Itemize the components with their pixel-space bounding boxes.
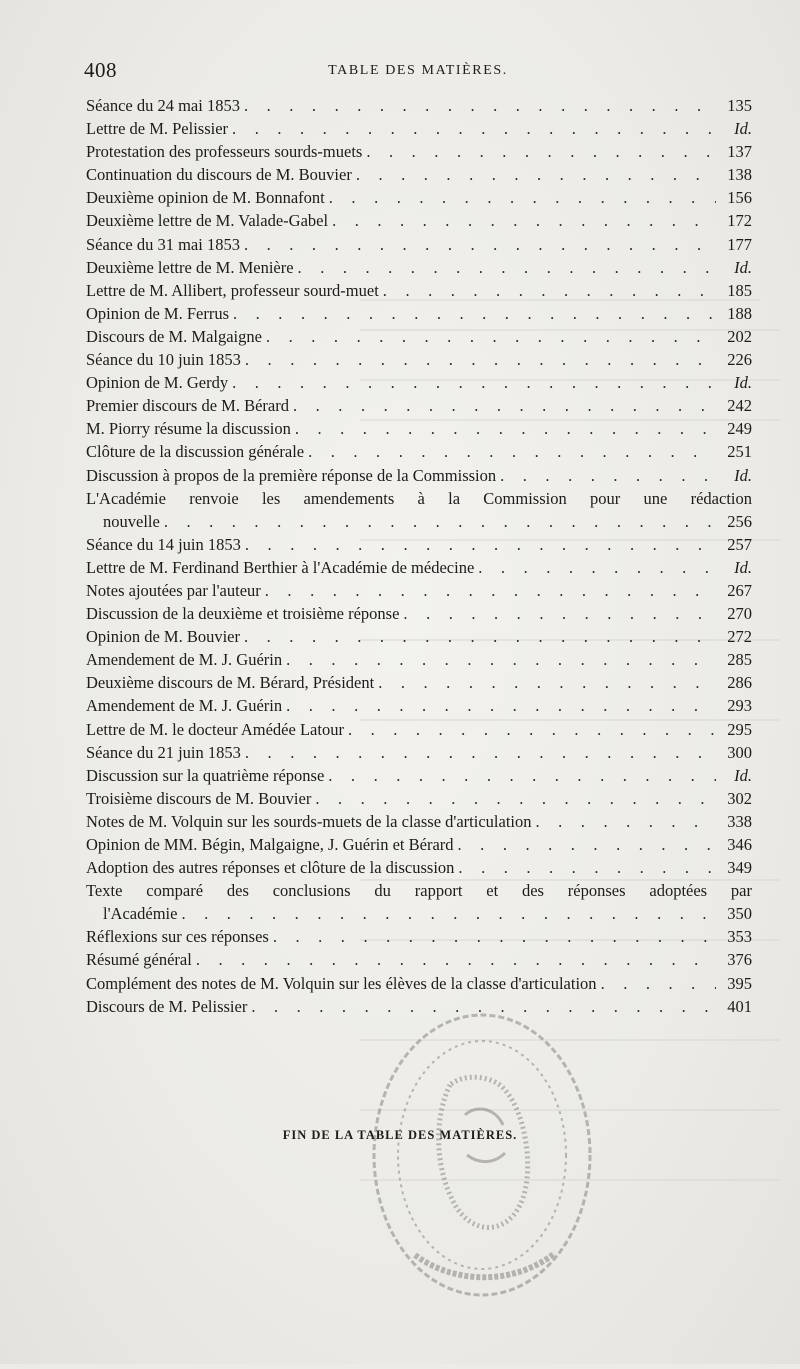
toc-entry-page: 350 [727, 904, 752, 924]
toc-entry-page: 256 [727, 511, 752, 531]
toc-entry [86, 879, 752, 925]
toc-entry-page: 257 [727, 534, 752, 554]
toc-entry-title: Notes ajoutées par l'auteur [86, 580, 261, 600]
toc-entry-page: Id. [734, 373, 752, 393]
page-number: 408 [84, 58, 117, 82]
toc-entry [86, 787, 752, 810]
toc-entry-title: Complément des notes de M. Volquin sur les élèves de la classe d'articulation [86, 973, 597, 993]
dot-leader [308, 440, 716, 463]
toc-entry [86, 487, 752, 533]
toc-entry-title: Protestation des professeurs sourds-muets [86, 142, 363, 162]
toc-entry-page: 185 [727, 280, 752, 300]
dot-leader [383, 279, 716, 302]
toc-entry-page: 137 [727, 142, 752, 162]
toc-entry-title: Continuation du discours de M. Bouvier [86, 165, 352, 185]
toc-entry-title: Séance du 31 mai 1853 [86, 234, 240, 254]
toc-entry-title: Deuxième opinion de M. Bonnafont [86, 188, 325, 208]
dot-leader [181, 902, 716, 925]
dot-leader [348, 718, 716, 741]
toc-entry-page: 156 [727, 188, 752, 208]
toc-entry [86, 140, 752, 163]
toc-entry-title: Deuxième lettre de M. Menière [86, 257, 294, 277]
dot-leader [332, 209, 716, 232]
toc-entry [86, 371, 752, 394]
toc-entry [86, 579, 752, 602]
toc-entry [86, 117, 752, 140]
dot-leader [273, 925, 716, 948]
dot-leader [458, 833, 716, 856]
toc-entry-page: 302 [727, 788, 752, 808]
toc-entry-page: 172 [727, 211, 752, 231]
toc-entry-title: Séance du 21 juin 1853 [86, 742, 241, 762]
dot-leader [232, 371, 716, 394]
toc-entry-title: Lettre de M. Allibert, professeur sourd-muet [86, 280, 379, 300]
dot-leader [233, 302, 716, 325]
dot-leader [329, 186, 716, 209]
page-header [84, 58, 752, 86]
dot-leader [500, 464, 716, 487]
dot-leader [164, 510, 716, 533]
dot-leader [601, 972, 716, 995]
toc-entry-title: Résumé général [86, 950, 192, 970]
toc-entry-title: Lettre de M. Ferdinand Berthier à l'Académie de médecine [86, 557, 475, 577]
toc-entry-page: 349 [727, 858, 752, 878]
toc-entry-page: 251 [727, 442, 752, 462]
toc-entry-page: 267 [727, 580, 752, 600]
toc-entry-title: Deuxième discours de M. Bérard, Président [86, 673, 375, 693]
toc-entry [86, 925, 752, 948]
running-title: TABLE DES MATIÈRES. [328, 63, 508, 78]
toc-entry [86, 833, 752, 856]
toc-entry-title: Réflexions sur ces réponses [86, 927, 269, 947]
toc-entry-page: 293 [727, 696, 752, 716]
dot-leader [196, 948, 716, 971]
toc-entry [86, 94, 752, 117]
toc-entry-page: 270 [727, 604, 752, 624]
toc-entry-title: Discussion à propos de la première réponse de la Commission [86, 465, 497, 485]
toc-entry [86, 856, 752, 879]
toc-entry-page: Id. [734, 465, 752, 485]
toc-entry-page: 135 [727, 96, 752, 115]
dot-leader [245, 348, 716, 371]
toc-entry-title: M. Piorry résume la discussion [86, 419, 291, 439]
toc-entry-title: Premier discours de M. Bérard [86, 396, 289, 416]
toc-entry-title: l'Académie [103, 904, 178, 924]
toc-entry [86, 256, 752, 279]
toc-entry [86, 694, 752, 717]
dot-leader [315, 787, 716, 810]
toc-entry-page: 376 [727, 950, 752, 970]
toc-entry-page: 285 [727, 650, 752, 670]
toc-entry-title: Amendement de M. J. Guérin [86, 696, 283, 716]
dot-leader [366, 140, 716, 163]
toc-entry-title: Séance du 14 juin 1853 [86, 534, 241, 554]
toc-entry-title-line: L'Académie renvoie les amendements à la Commission pour une rédaction [86, 488, 752, 508]
dot-leader [244, 94, 716, 117]
toc-entry [86, 233, 752, 256]
toc-entry-page: 226 [727, 350, 752, 370]
dot-leader [478, 556, 716, 579]
toc-entry-title: Discours de M. Malgaigne [86, 326, 262, 346]
toc-entry-title: Discussion sur la quatrième réponse [86, 765, 325, 785]
dot-leader [266, 325, 716, 348]
toc-entry [86, 556, 752, 579]
toc-entry [86, 948, 752, 971]
end-of-table-caption: FIN DE LA TABLE DES MATIÈRES. [282, 1128, 518, 1142]
toc-entry-title: Lettre de M. Pelissier [86, 119, 229, 139]
toc-entry-page: Id. [734, 119, 752, 139]
toc-entry [86, 394, 752, 417]
toc-entry-page: 346 [727, 835, 752, 854]
toc-entry-title: Troisième discours de M. Bouvier [86, 788, 312, 808]
toc-entry [86, 302, 752, 325]
table-of-contents [86, 94, 752, 1018]
dot-leader [244, 233, 716, 256]
toc-entry-page: 249 [727, 419, 752, 439]
toc-entry-page: 242 [727, 396, 752, 416]
toc-entry-page: 286 [727, 673, 752, 693]
toc-entry-title: Adoption des autres réponses et clôture de la discussion [86, 858, 455, 878]
toc-entry [86, 209, 752, 232]
toc-entry-page: 138 [727, 165, 752, 185]
dot-leader [286, 648, 716, 671]
toc-entry-title: Deuxième lettre de M. Valade-Gabel [86, 211, 329, 231]
toc-entry-page: 353 [727, 927, 752, 947]
toc-entry-title: Discussion de la deuxième et troisième réponse [86, 604, 400, 624]
toc-entry-title: Opinion de M. Gerdy [86, 373, 229, 393]
dot-leader [536, 810, 717, 833]
toc-entry-page: 338 [727, 811, 752, 831]
toc-entry-page: 295 [727, 719, 752, 739]
dot-leader [244, 625, 716, 648]
toc-entry-title: Clôture de la discussion générale [86, 442, 305, 462]
toc-entry [86, 741, 752, 764]
toc-entry-page: 395 [727, 973, 752, 993]
toc-entry [86, 279, 752, 302]
toc-entry [86, 163, 752, 186]
toc-entry [86, 417, 752, 440]
toc-entry-page: Id. [734, 257, 752, 277]
toc-entry-title: Opinion de M. Bouvier [86, 627, 240, 647]
toc-entry [86, 671, 752, 694]
dot-leader [286, 694, 716, 717]
toc-entry [86, 348, 752, 371]
toc-entry-title: Séance du 10 juin 1853 [86, 350, 241, 370]
toc-entry [86, 325, 752, 348]
toc-entry-title: Notes de M. Volquin sur les sourds-muets de la classe d'articulation [86, 811, 532, 831]
dot-leader [295, 417, 716, 440]
dot-leader [328, 764, 716, 787]
toc-entry [86, 972, 752, 995]
dot-leader [293, 394, 716, 417]
dot-leader [403, 602, 716, 625]
toc-entry [86, 810, 752, 833]
toc-entry-title: Opinion de M. Ferrus [86, 303, 229, 323]
dot-leader [356, 163, 716, 186]
dot-leader [298, 256, 716, 279]
toc-entry-page: 300 [727, 742, 752, 762]
dot-leader [245, 741, 716, 764]
toc-entry [86, 186, 752, 209]
toc-entry-title: nouvelle [103, 511, 160, 531]
toc-entry-title: Opinion de MM. Bégin, Malgaigne, J. Guérin et Bérard [86, 835, 454, 854]
toc-entry-page: 202 [727, 326, 752, 346]
toc-entry-title: Discours de M. Pelissier [86, 996, 248, 1016]
toc-entry-page: 401 [727, 996, 752, 1016]
toc-entry-page: Id. [734, 557, 752, 577]
toc-entry [86, 464, 752, 487]
toc-entry [86, 625, 752, 648]
dot-leader [245, 533, 716, 556]
toc-entry-page: 177 [727, 234, 752, 254]
dot-leader [458, 856, 716, 879]
toc-entry [86, 440, 752, 463]
dot-leader [232, 117, 716, 140]
toc-entry [86, 533, 752, 556]
toc-entry [86, 764, 752, 787]
toc-entry [86, 718, 752, 741]
toc-entry-page: 272 [727, 627, 752, 647]
dot-leader [378, 671, 716, 694]
toc-entry-page: 188 [727, 303, 752, 323]
library-stamp-icon [355, 995, 610, 1313]
toc-entry-title: Séance du 24 mai 1853 [86, 96, 240, 115]
dot-leader [265, 579, 716, 602]
toc-entry-title-line: Texte comparé des conclusions du rapport et des réponses adoptées par [86, 881, 752, 901]
toc-entry-title: Lettre de M. le docteur Amédée Latour [86, 719, 344, 739]
toc-entry-title: Amendement de M. J. Guérin [86, 650, 283, 670]
toc-entry-page: Id. [734, 765, 752, 785]
toc-entry [86, 602, 752, 625]
toc-entry [86, 648, 752, 671]
